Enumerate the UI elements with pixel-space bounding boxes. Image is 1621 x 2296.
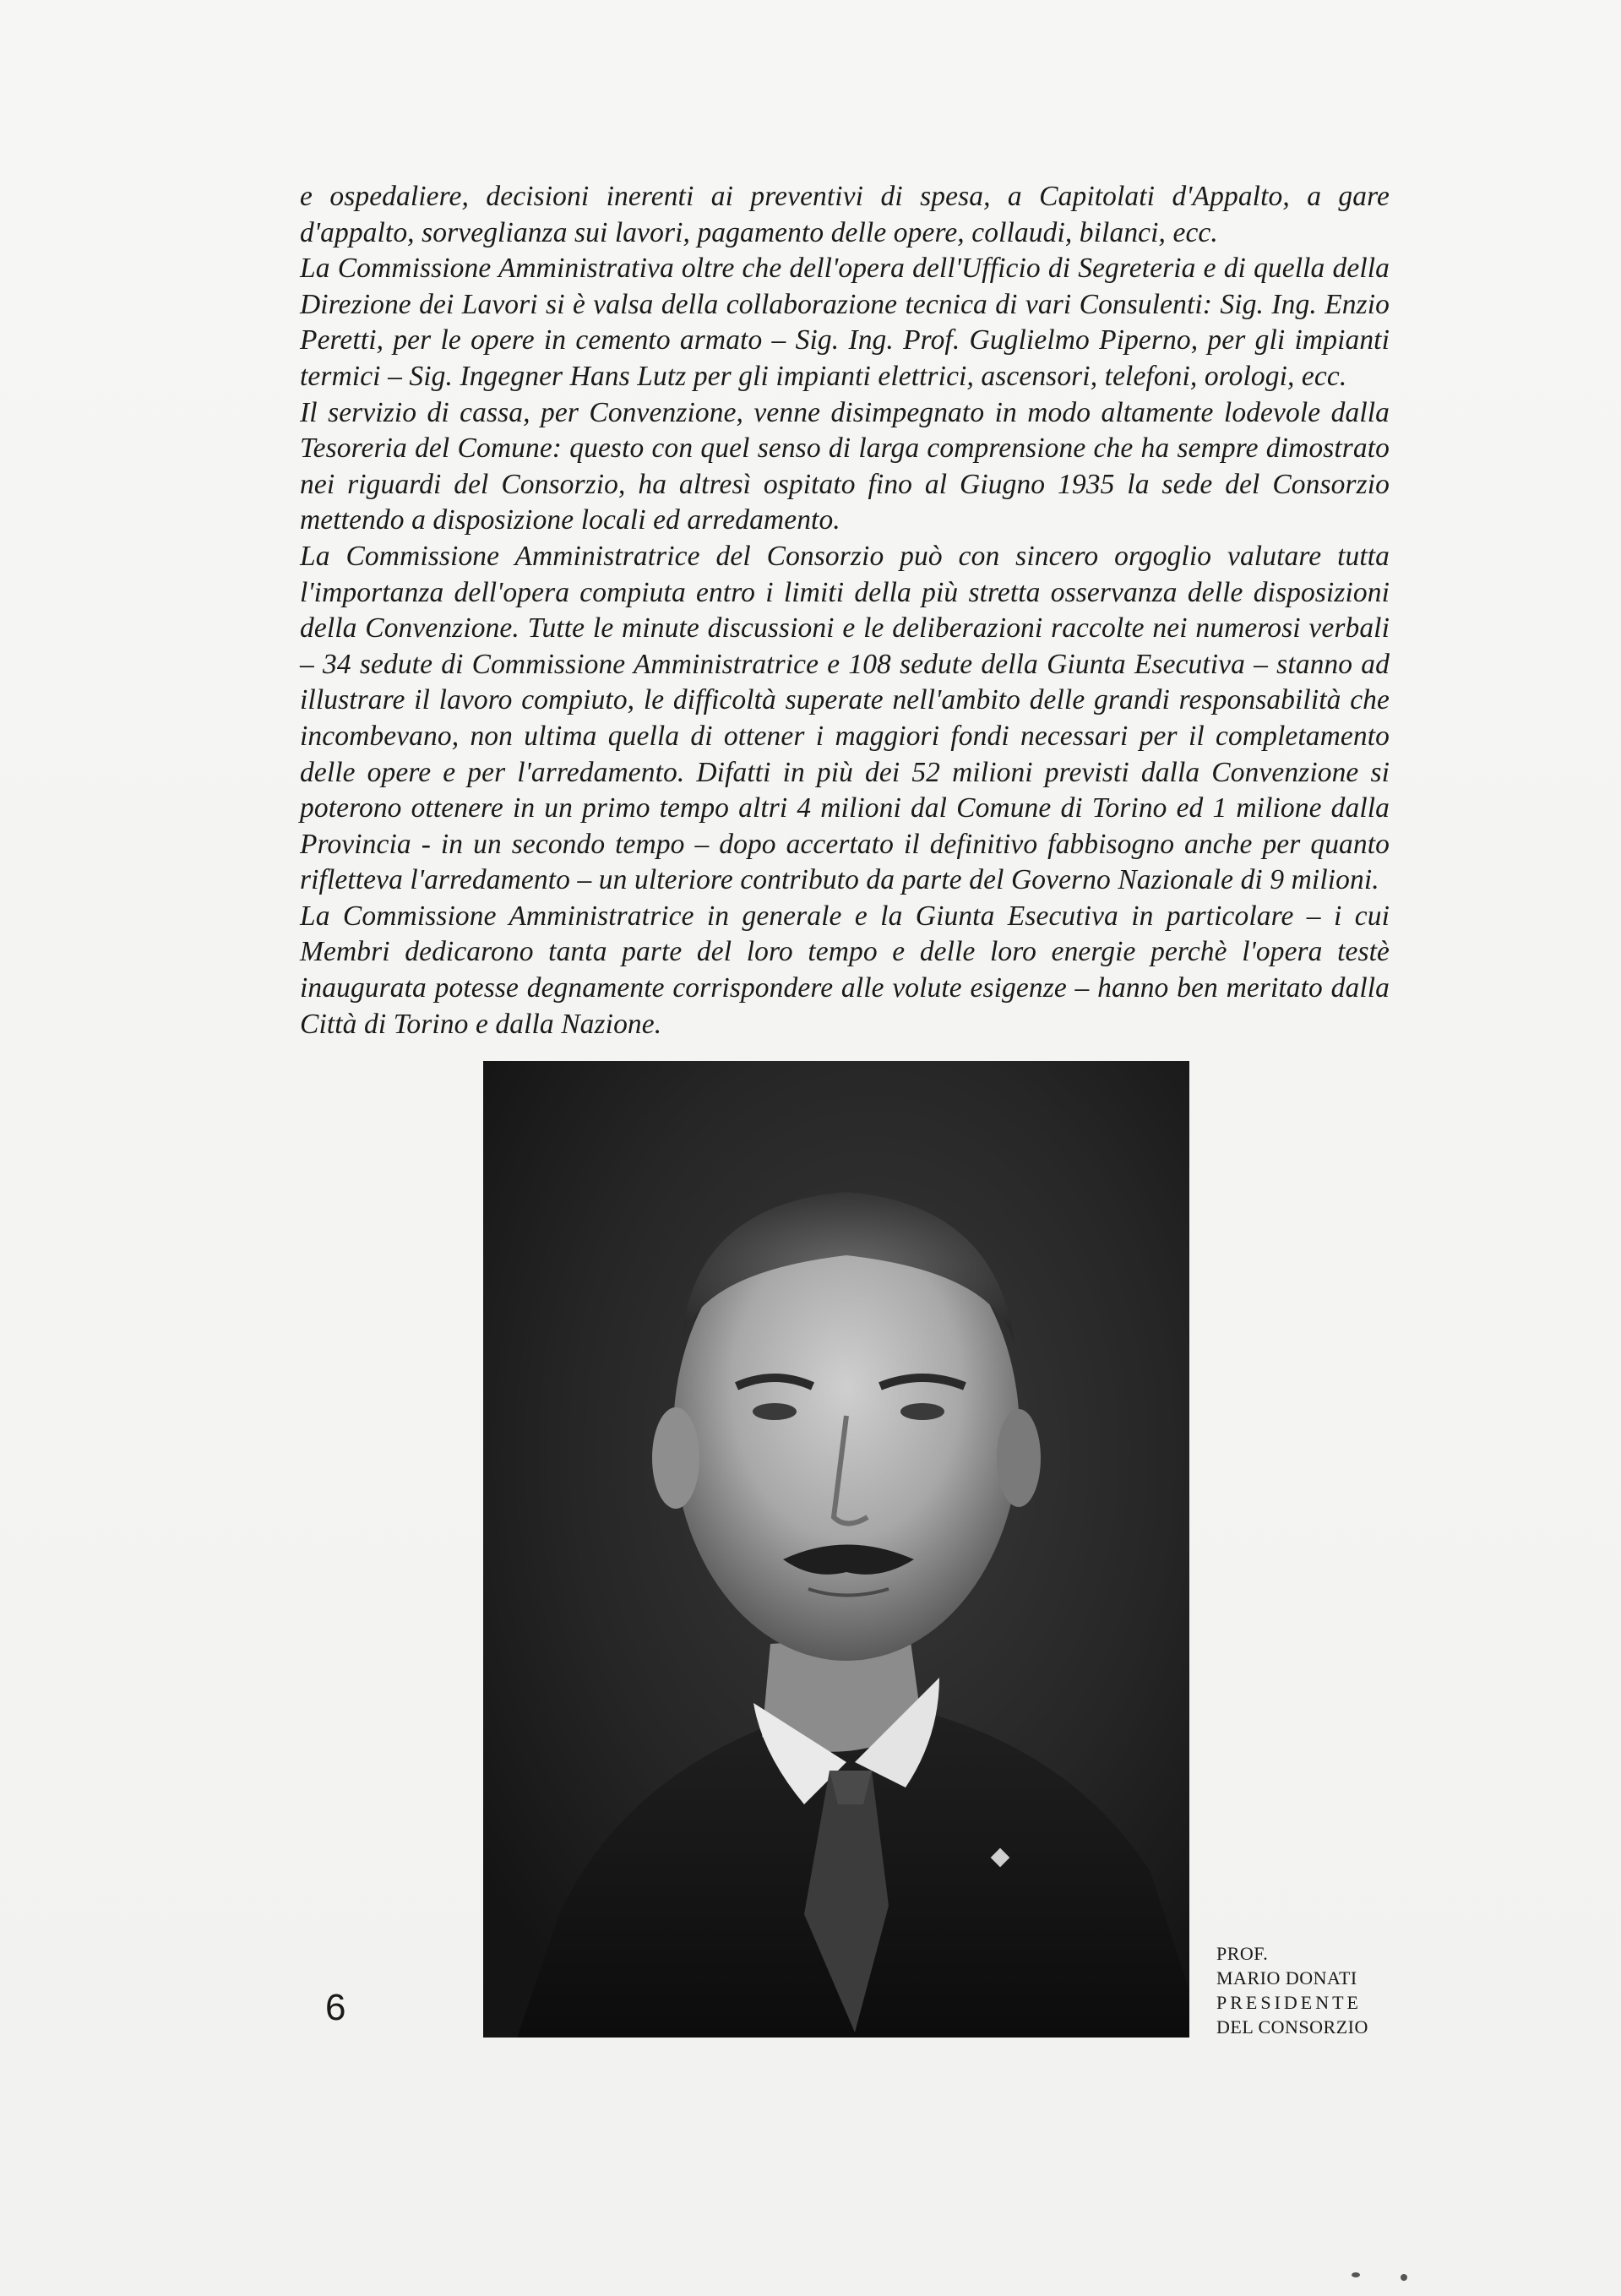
caption-line-1: PROF. [1216, 1943, 1269, 1964]
paragraph-5: La Commissione Amministratrice in generale e la Giunta Esecutiva in particolare – i cui Membri dedicarono tanta parte del loro tempo e delle loro energie perchè l'opera testè inaugurata potesse degnamente corrispondere alle volute esigenze – hanno ben meritato dalla Città di Torino e dalla Nazione. [300, 900, 1390, 1040]
portrait-photo [483, 1061, 1189, 2038]
photo-caption [1216, 1941, 1368, 2039]
caption-line-4: DEL CONSORZIO [1216, 2016, 1368, 2038]
caption-line-2: MARIO DONATI [1216, 1967, 1357, 1989]
paragraph-3: Il servizio di cassa, per Convenzione, venne disimpegnato in modo altamente lodevole dalla Tesoreria del Comune: questo con quel senso di larga comprensione che ha sempre dimostrato nei riguardi del Consorzio, ha altresì ospitato fino al Giugno 1935 la sede del Consorzio mettendo a disposizione locali ed arredamento. [300, 396, 1390, 536]
paragraph-4: La Commissione Amministratrice del Consorzio può con sincero orgoglio valutare tutta l'importanza dell'opera compiuta entro i limiti della più stretta osservanza delle disposizioni della Convenzione. Tutte le minute discussioni e le deliberazioni raccolte nei numerosi verbali – 34 sedute di Commissione Amministratrice e 108 sedute della Giunta Esecutiva – stanno ad illustrare il lavoro compiuto, le difficoltà superate nell'ambito delle grandi responsabilità che incombevano, non ultima quella di ottener i maggiori fondi necessari per il completamento delle opere e per l'arredamento. Difatti in più dei 52 milioni previsti dalla Convenzione si poterono ottenere in un primo tempo altri 4 milioni dal Comune di Torino ed 1 milione dalla Provincia - in un secondo tempo – dopo accertato il definitivo fabbisogno anche per quanto rifletteva l'arredamento – un ulteriore contributo da parte del Governo Nazionale di 9 milioni. [300, 540, 1390, 896]
body-text [300, 179, 1390, 1042]
scan-speck [1401, 2274, 1407, 2281]
page-number: 6 [325, 1987, 346, 2028]
caption-line-3: PRESIDENTE [1216, 1992, 1362, 2013]
paragraph-1: e ospedaliere, decisioni inerenti ai preventivi di spesa, a Capitolati d'Appalto, a gare d'appalto, sorveglianza sui lavori, pagamento delle opere, collaudi, bilanci, ecc. [300, 181, 1390, 248]
paragraph-2: La Commissione Amministrativa oltre che dell'opera dell'Ufficio di Segreteria e di quella della Direzione dei Lavori si è valsa della collaborazione tecnica di vari Consulenti: Sig. Ing. Enzio Peretti, per le opere in cemento armato – Sig. Ing. Prof. Guglielmo Piperno, per gli impianti termici – Sig. Ingegner Hans Lutz per gli impianti elettrici, ascensori, telefoni, orologi, ecc. [300, 253, 1390, 392]
scan-speck [1352, 2272, 1360, 2277]
